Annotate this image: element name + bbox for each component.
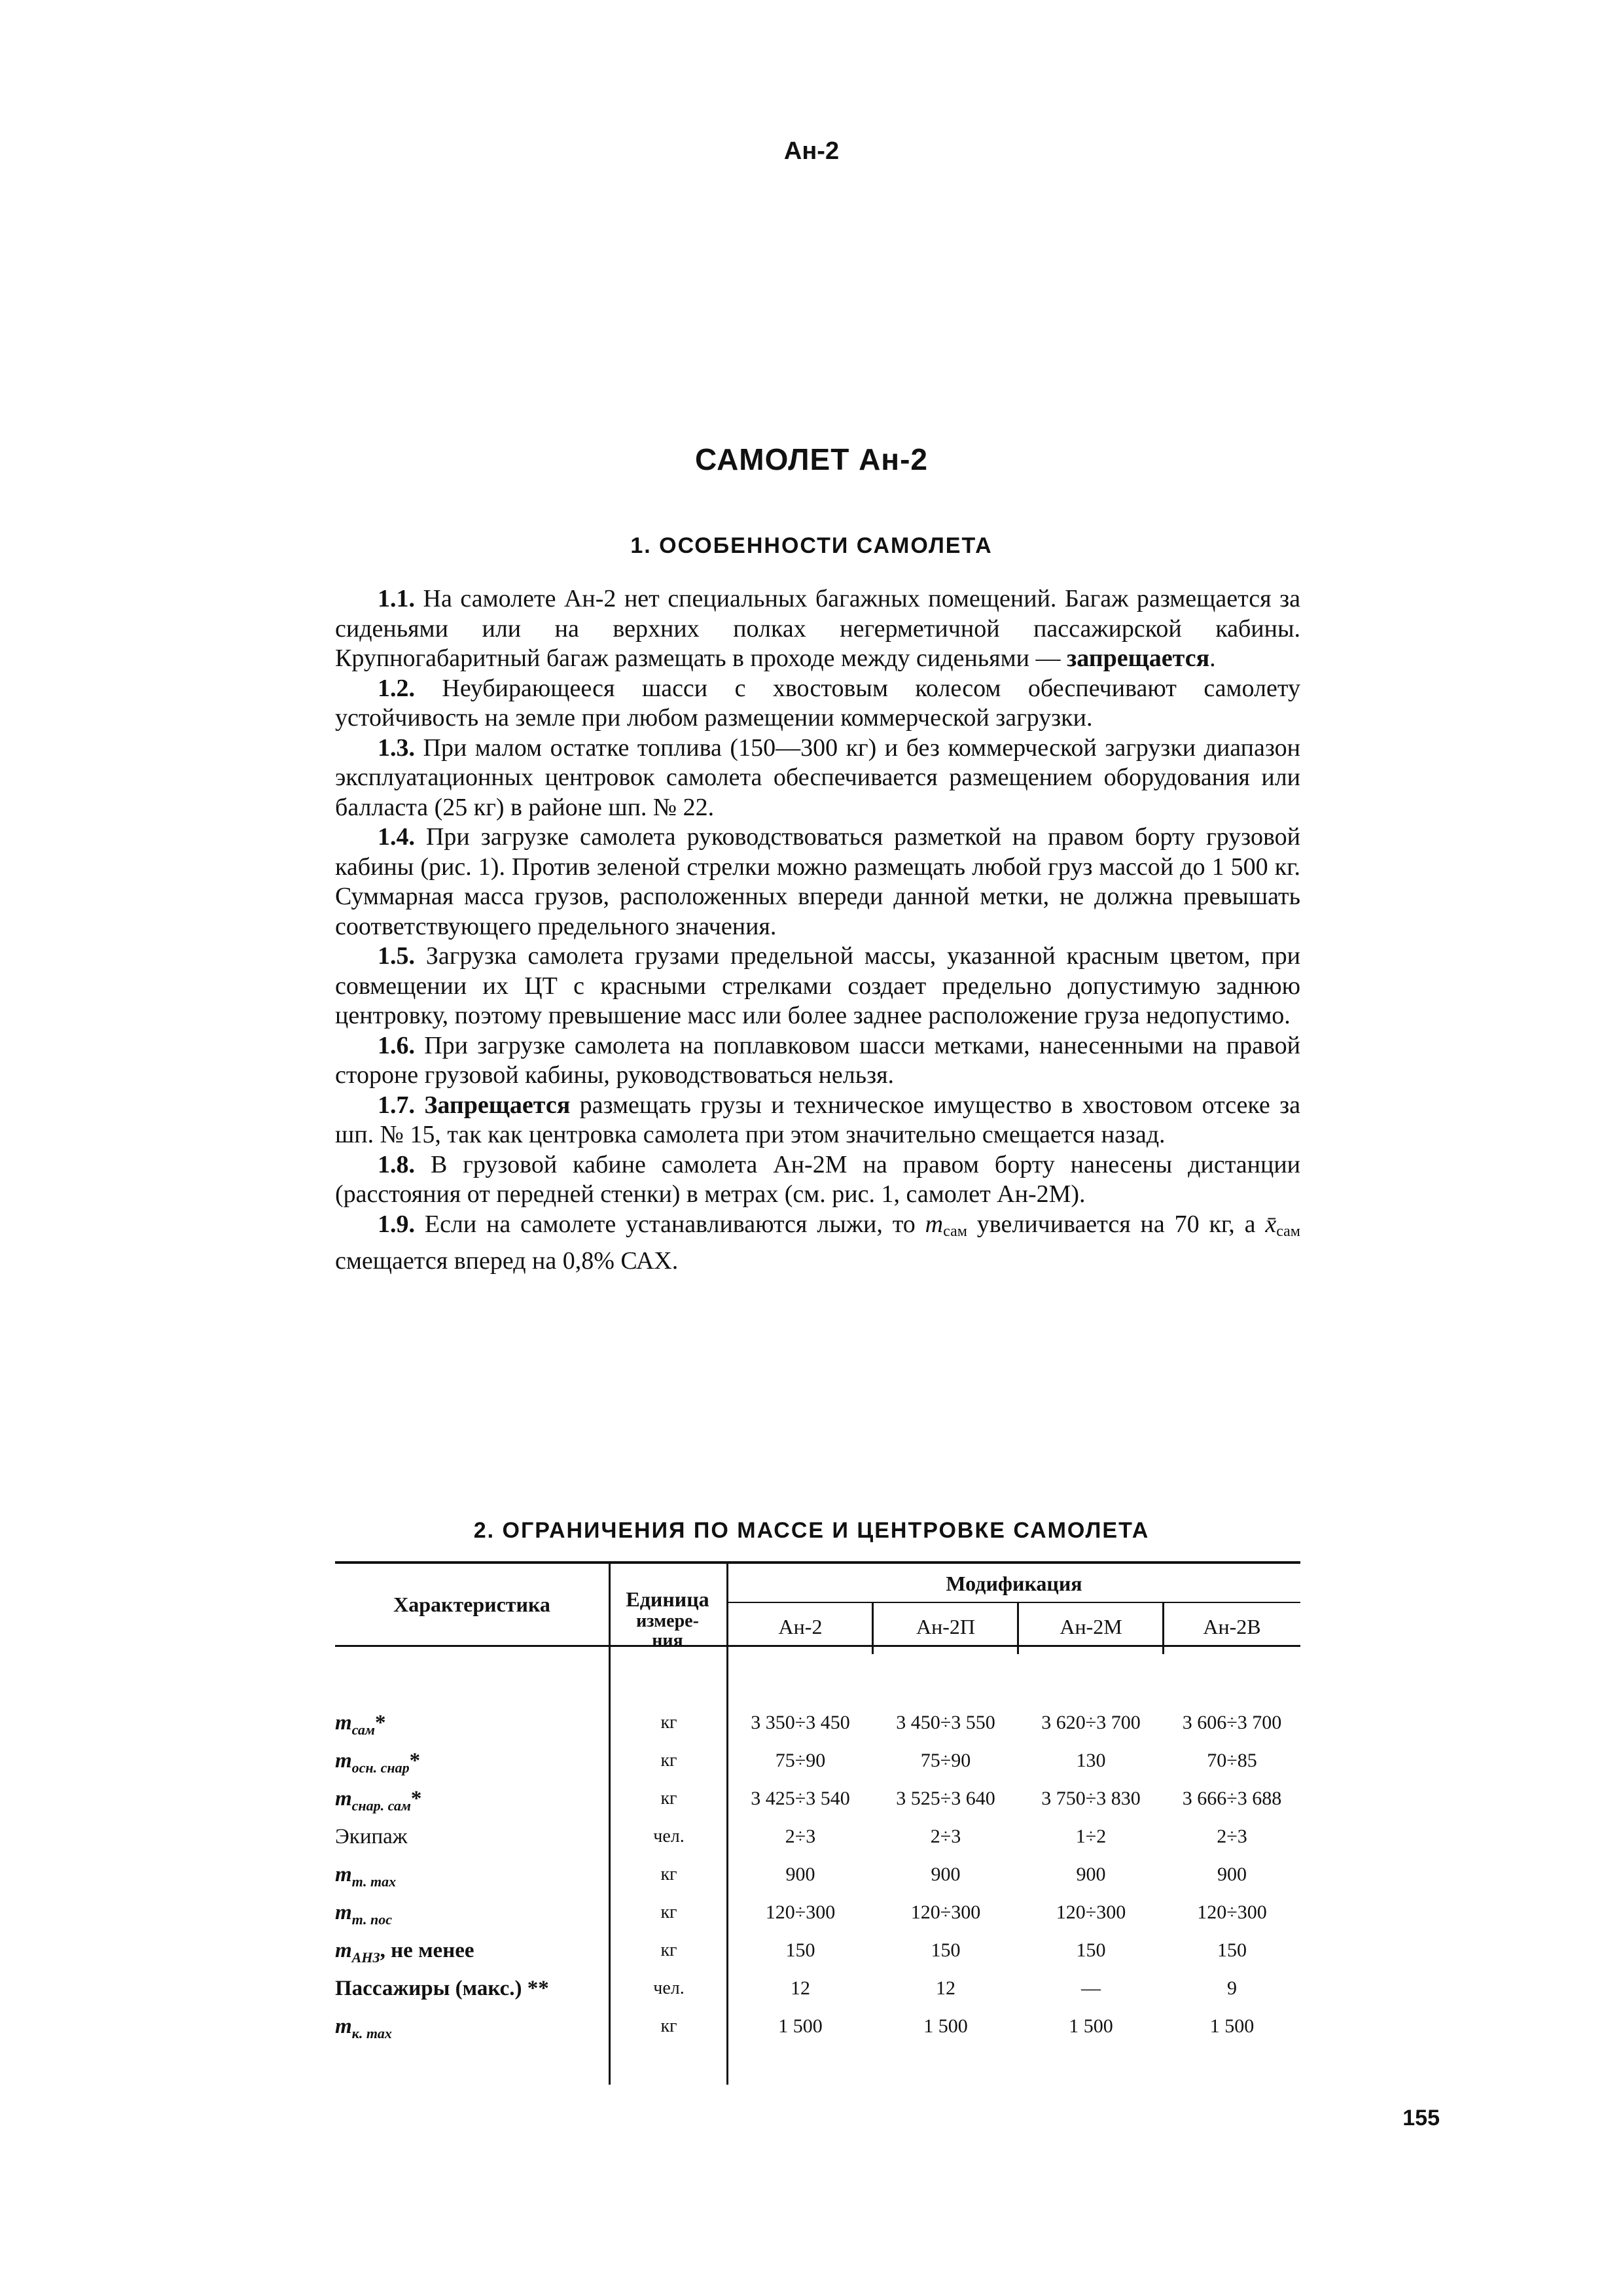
paragraph-1-5: 1.5. Загрузка самолета грузами предельной массы, указанной красным цветом, при совмещении их ЦТ с красными стрелками создает предельно допустимую заднюю центровку, поэтому превышение масс или более заднее расположение груза недопустимо. <box>335 942 1300 1029</box>
cell-an2v: 3 606÷3 700 <box>1182 1712 1282 1733</box>
paragraph-1-1: 1.1. На самолете Ан-2 нет специальных багажных помещений. Багаж размещается за сиденьями или на верхних полках негерметичной пассажирской кабины. Крупногабаритный багаж размещать в проходе между сиденьями — запрещается. <box>335 585 1300 672</box>
table-row <box>335 2007 1300 2045</box>
table-top-rule <box>335 1561 1300 1564</box>
paragraph-1-8: 1.8. В грузовой кабине самолета Ан-2М на правом борту нанесены дистанции (расстояния от передней стенки) в метрах (см. рис. 1, самолет Ан-2М). <box>335 1150 1300 1208</box>
header-model-an2: Ан-2 <box>778 1615 823 1638</box>
cell-an2: 900 <box>785 1863 815 1885</box>
paragraph-1-2: 1.2. Неубирающееся шасси с хвостовым колесом обеспечивают самолету устойчивость на земле при любом размещении коммерческой загрузки. <box>335 674 1300 732</box>
row-unit: кг <box>660 1788 677 1809</box>
cell-an2v: 70÷85 <box>1207 1750 1257 1771</box>
row-label: Экипаж <box>335 1825 408 1848</box>
cell-an2m: 130 <box>1076 1750 1106 1771</box>
cell-an2m: 3 750÷3 830 <box>1041 1788 1141 1809</box>
cell-an2v: 2÷3 <box>1217 1826 1247 1847</box>
table-row <box>335 1932 1300 1969</box>
table-row <box>335 1742 1300 1780</box>
row-label: $m_{сам}*$ <box>335 1711 386 1738</box>
row-label: $m_{осн. снар}*$ <box>335 1749 421 1776</box>
row-unit: кг <box>660 1750 677 1771</box>
cell-an2p: 1 500 <box>923 2015 968 2037</box>
cell-an2v: 120÷300 <box>1197 1901 1267 1923</box>
cell-an2m: 120÷300 <box>1056 1901 1126 1923</box>
table-header-rule <box>335 1645 1300 1647</box>
header-unit-line1: Единица <box>626 1587 709 1611</box>
cell-an2v: 3 666÷3 688 <box>1182 1788 1282 1809</box>
cell-an2v: 9 <box>1227 1977 1237 1999</box>
cell-an2m: 150 <box>1076 1939 1106 1961</box>
header-model-an2p: Ан-2П <box>916 1615 975 1638</box>
row-unit: кг <box>660 1712 677 1733</box>
row-label: $m_{т. max}$ <box>335 1863 397 1890</box>
header-unit-line2: измере- <box>636 1611 699 1631</box>
limits-table <box>335 1561 1300 2085</box>
table-row <box>335 1704 1300 1742</box>
row-label: $m_{т. пос}$ <box>335 1901 393 1928</box>
cell-an2p: 3 525÷3 640 <box>896 1788 995 1809</box>
row-unit: кг <box>660 1902 677 1922</box>
header-unit-line3: ния <box>652 1631 683 1651</box>
paragraph-1-6: 1.6. При загрузке самолета на поплавковом шасси метками, нанесенными на правой стороне грузовой кабины, руководствоваться нельзя. <box>335 1031 1300 1089</box>
cell-an2: 1 500 <box>778 2015 823 2037</box>
cell-an2p: 150 <box>931 1939 961 1961</box>
section-1-body <box>335 584 1300 1277</box>
cell-an2p: 75÷90 <box>920 1750 971 1771</box>
cell-an2v: 150 <box>1217 1939 1247 1961</box>
header-model-an2m: Ан-2М <box>1060 1615 1122 1638</box>
header-model-an2v: Ан-2В <box>1203 1615 1261 1638</box>
table-row <box>335 1818 1300 1856</box>
cell-an2v: 1 500 <box>1209 2015 1255 2037</box>
cell-an2: 150 <box>785 1939 815 1961</box>
cell-an2p: 900 <box>931 1863 961 1885</box>
cell-an2: 3 425÷3 540 <box>751 1788 850 1809</box>
paragraph-1-9: 1.9. Если на самолете устанавливаются лыжи, то $m_{сам}$ увеличивается на 70 кг, а $x̄_{сам}$ смещается вперед на 0,8% САХ. <box>335 1210 1300 1275</box>
page-number: 155 <box>1402 2106 1440 2130</box>
cell-an2v: 900 <box>1217 1863 1247 1885</box>
cell-an2p: 120÷300 <box>910 1901 981 1923</box>
cell-an2p: 2÷3 <box>930 1826 961 1847</box>
row-label: $m_{АНЗ}$, не менее <box>335 1939 474 1966</box>
header-characteristic: Характеристика <box>393 1593 550 1616</box>
cell-an2: 75÷90 <box>775 1750 826 1771</box>
modification-rule <box>728 1602 1300 1603</box>
cell-an2m: 3 620÷3 700 <box>1041 1712 1141 1733</box>
section-2-heading: 2. ОГРАНИЧЕНИЯ ПО МАССЕ И ЦЕНТРОВКЕ САМОЛЕТА <box>473 1518 1150 1543</box>
row-unit: кг <box>660 1864 677 1884</box>
page-title: САМОЛЕТ Ан-2 <box>695 442 928 476</box>
row-label: $m_{к. max}$ <box>335 2015 392 2041</box>
cell-an2: 2÷3 <box>785 1826 816 1847</box>
running-head: Ан-2 <box>783 137 840 165</box>
row-unit: чел. <box>653 1826 685 1846</box>
cell-an2p: 3 450÷3 550 <box>896 1712 995 1733</box>
header-modification: Модификация <box>946 1572 1082 1595</box>
row-unit: кг <box>660 2016 677 2036</box>
table-row <box>335 1894 1300 1932</box>
paragraph-1-3: 1.3. При малом остатке топлива (150—300 кг) и без коммерческой загрузки диапазон эксплуатационных центровок самолета обеспечивается размещением оборудования или балласта (25 кг) в районе шп. № 22. <box>335 733 1300 821</box>
row-label: $m_{снар. сам}*$ <box>335 1787 422 1814</box>
row-label: Пассажиры (макс.) ** <box>335 1977 549 2000</box>
cell-an2p: 12 <box>936 1977 955 1999</box>
cell-an2m: — <box>1081 1977 1101 1999</box>
table-row <box>335 1856 1300 1894</box>
paragraph-1-7: 1.7. Запрещается размещать грузы и техническое имущество в хвостовом отсеке за шп. № 15, так как центровка самолета при этом значительно смещается назад. <box>335 1091 1300 1148</box>
table-row <box>335 1969 1300 2007</box>
row-unit: чел. <box>653 1978 685 1998</box>
cell-an2: 3 350÷3 450 <box>751 1712 850 1733</box>
cell-an2: 12 <box>791 1977 810 1999</box>
section-1-heading: 1. ОСОБЕННОСТИ САМОЛЕТА <box>630 533 993 558</box>
table-row <box>335 1780 1300 1818</box>
cell-an2: 120÷300 <box>765 1901 836 1923</box>
cell-an2m: 1 500 <box>1069 2015 1113 2037</box>
paragraph-1-4: 1.4. При загрузке самолета руководствоваться разметкой на правом борту грузовой кабины (рис. 1). Против зеленой стрелки можно размещать любой груз массой до 1 500 кг. Суммарная масса грузов, расположенных впереди данной метки, не должна превышать соответствующего предельного значения. <box>335 823 1300 940</box>
cell-an2m: 1÷2 <box>1075 1826 1107 1847</box>
row-unit: кг <box>660 1940 677 1960</box>
cell-an2m: 900 <box>1076 1863 1106 1885</box>
